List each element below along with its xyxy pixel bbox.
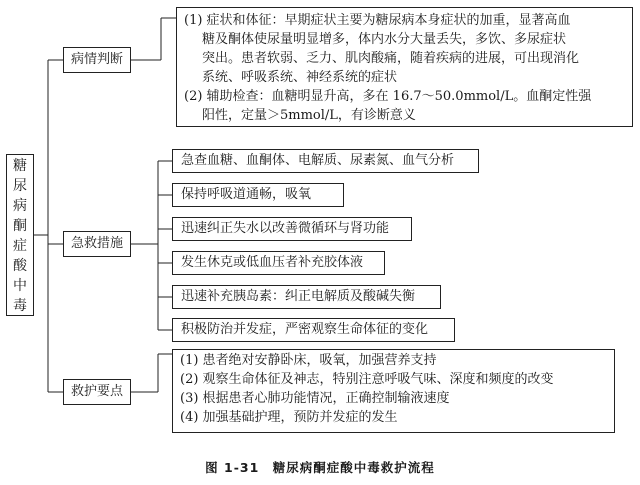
nursing-line: (3) 根据患者心肺功能情况，正确控制输液速度 [180, 391, 450, 406]
nursing-line: (2) 观察生命体征及神志，特别注意呼吸气味、深度和频度的改变 [180, 372, 554, 387]
category-nursing-points: 救护要点 [63, 379, 131, 405]
root-label-char: 病 [13, 198, 27, 214]
assessment-line: 系统、呼吸系统、神经系统的症状 [202, 70, 398, 85]
emergency-item-text: 保持呼吸道通畅，吸氧 [181, 187, 312, 202]
nursing-points-box [172, 349, 615, 433]
root-label-char: 酮 [13, 218, 27, 234]
category-condition-assessment: 病情判断 [63, 47, 131, 73]
emergency-item-3 [172, 217, 412, 241]
assessment-line: (2) 辅助检查：血糖明显升高，多在 16.7～50.0mmol/L。血酮定性强 [184, 89, 592, 104]
root-label-char: 中 [13, 278, 27, 294]
emergency-item-4 [172, 251, 385, 275]
root-label [7, 155, 33, 316]
root-label-char: 糖 [13, 158, 27, 174]
emergency-item-text: 积极防治并发症，严密观察生命体征的变化 [181, 322, 429, 337]
condition-assessment-box [176, 7, 633, 127]
category-emergency-measures: 急救措施 [63, 231, 131, 257]
emergency-item-5 [172, 285, 441, 309]
root-label-char: 酸 [13, 258, 27, 274]
assessment-line: 突出。患者软弱、乏力、肌肉酸痛，随着疾病的进展，可出现消化 [202, 51, 580, 66]
assessment-line: 糖及酮体使尿量明显增多，体内水分大量丢失，多饮、多尿症状 [202, 32, 567, 47]
nursing-line: (1) 患者绝对安静卧床，吸氧，加强营养支持 [180, 353, 437, 368]
emergency-item-text: 发生休克或低血压者补充胶体液 [181, 255, 364, 270]
assessment-line: (1) 症状和体征：早期症状主要为糖尿病本身症状的加重，显著高血 [184, 13, 571, 28]
emergency-item-text: 急查血糖、血酮体、电解质、尿素氮、血气分析 [181, 153, 455, 168]
root-node [6, 154, 34, 316]
emergency-item-text: 迅速补充胰岛素：纠正电解质及酸碱失衡 [181, 289, 416, 304]
nursing-line: (4) 加强基础护理，预防并发症的发生 [180, 410, 398, 425]
root-label-char: 症 [13, 238, 27, 254]
root-label-char: 尿 [13, 178, 27, 194]
root-label-char: 毒 [13, 298, 27, 314]
emergency-item-text: 迅速纠正失水以改善微循环与肾功能 [181, 221, 390, 236]
emergency-item-2 [172, 183, 344, 207]
figure-caption: 图 1-31 糖尿病酮症酸中毒救护流程 [205, 460, 435, 475]
assessment-line: 阳性，定量＞5mmol/L，有诊断意义 [202, 108, 416, 123]
emergency-item-1 [172, 149, 479, 173]
emergency-item-6 [172, 318, 455, 342]
